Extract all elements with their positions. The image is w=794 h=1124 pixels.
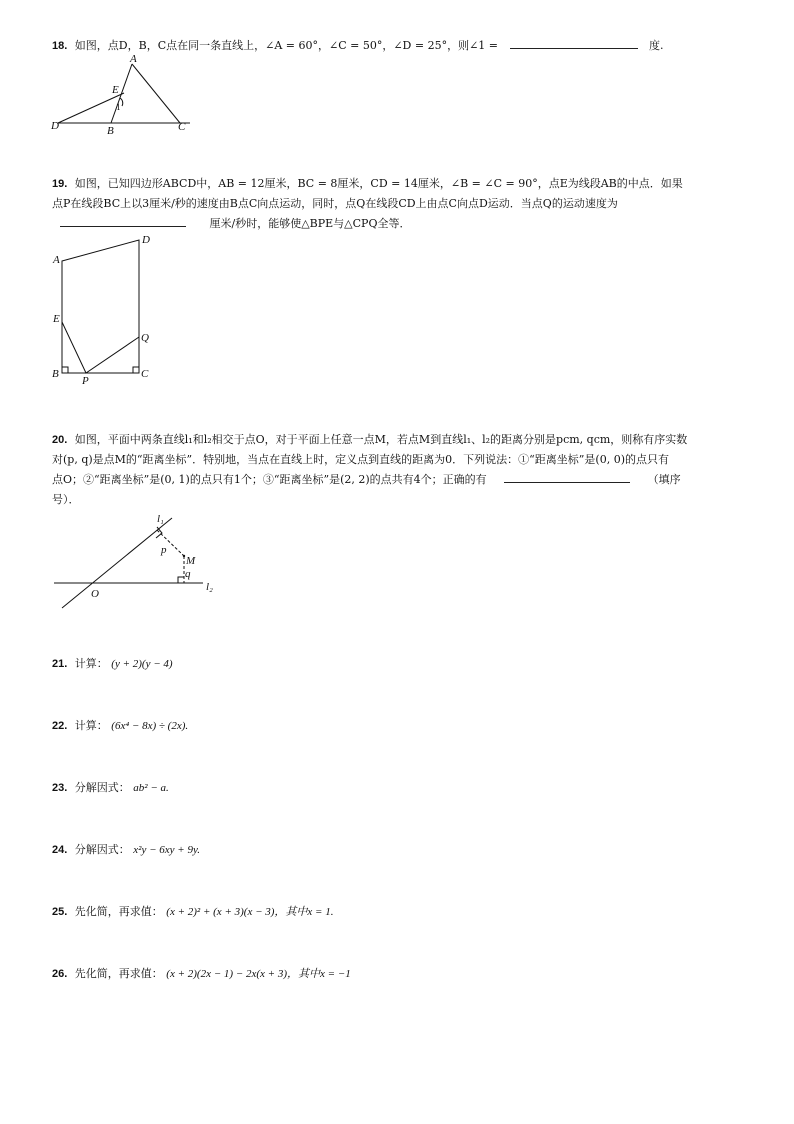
label-o: O [91,588,99,600]
label-d: D [51,120,59,132]
question-text-line4: 号）． [52,493,80,506]
right-angle-l2 [178,577,184,583]
question-text-line1: 如图，平面中两条直线l₁和l₂相交于点O，对于平面上任意一点M，若点M到直线l₁、l₂的距离分别是pcm, qcm，则称有序实数 [74,433,688,446]
figure-19-quadrilateral [48,230,163,389]
label-d: D [142,234,150,246]
question-text-line3: 厘米/秒时，能够使△BPE与△CPQ全等． [209,217,411,230]
label-b: B [107,125,114,137]
question-number: 22. [52,720,68,732]
label-l2: l₂ [206,581,213,593]
question-23 [52,778,169,798]
label-b: B [52,368,59,380]
question-24 [52,840,200,860]
label-p: P [82,375,89,385]
label-a: A [53,254,60,266]
question-20 [52,430,687,510]
question-prefix: 分解因式： [74,781,130,794]
right-angle-c [133,367,139,373]
answer-blank[interactable] [510,36,638,49]
question-text-line3: 点O；②“距离坐标”是(0, 1)的点只有1个；③“距离坐标”是(2, 2)的点共有4个；正确的有 [52,473,487,486]
question-prefix: 先化简，再求值： [74,905,163,918]
label-a: A [130,53,137,65]
label-c: C [178,121,186,133]
question-text-line3-tail: （填序 [647,473,681,486]
question-text-line1: 如图，已知四边形ABCD中，AB = 12厘米，BC = 8厘米，CD = 14厘米，∠B = ∠C = 90°，点E为线段AB的中点．如果 [74,177,683,190]
line-l1 [62,518,172,608]
question-expression: x²y − 6xy + 9y. [133,844,200,856]
question-number: 18. [52,40,68,52]
segments-e-p-q [62,322,139,373]
figure-18-triangle [50,52,200,141]
question-expression: (x + 2)² + (x + 3)(x − 3)，其中x = 1. [166,906,334,918]
label-q: q [185,568,191,580]
question-number: 24. [52,844,68,856]
question-prefix: 计算： [74,657,108,670]
question-number: 26. [52,968,68,980]
answer-blank[interactable] [504,470,630,483]
label-m: M [186,555,196,567]
question-expression: (y + 2)(y − 4) [111,658,173,670]
quadrilateral-abcd [62,240,139,373]
question-number: 21. [52,658,68,670]
side-ac [132,64,180,123]
question-text-line2: 点P在线段BC上以3厘米/秒的速度由B点C向点运动，同时，点Q在线段CD上由点C向点D运动．当点Q的运动速度为 [52,197,618,210]
label-e: E [112,84,119,96]
segment-de [58,93,124,123]
question-prefix: 先化简，再求值： [74,967,163,980]
question-number: 19. [52,178,68,190]
label-c: C [141,368,149,380]
question-text-line2: 对(p, q)是点M的“距离坐标”．特别地，当点在直线上时，定义点到直线的距离为0．下列说法：①“距离坐标”是(0, 0)的点只有 [52,453,669,466]
answer-blank[interactable] [60,214,186,227]
question-number: 23. [52,782,68,794]
right-angle-l1 [156,527,162,538]
question-25 [52,902,333,922]
question-prefix: 计算： [74,719,108,732]
label-l1: l₁ [157,513,164,525]
label-angle-1: 1 [116,102,121,112]
label-q: Q [141,332,149,344]
question-expression: ab² − a. [133,782,169,794]
question-text: 如图，点D，B，C点在同一条直线上，∠A = 60°，∠C = 50°，∠D = 25°，则∠1 = [74,39,498,52]
figure-20-lines [50,508,225,614]
question-number: 25. [52,906,68,918]
question-26 [52,964,351,984]
question-19 [52,174,683,234]
question-number: 20. [52,434,68,446]
label-p: p [161,544,167,556]
question-prefix: 分解因式： [74,843,130,856]
question-expression: (x + 2)(2x − 1) − 2x(x + 3)，其中x = −1 [166,968,351,980]
label-e: E [53,313,60,325]
unit-text: 度. [649,39,664,52]
question-expression: (6x⁴ − 8x) ÷ (2x). [111,720,189,732]
question-22 [52,716,188,736]
question-21 [52,654,173,674]
right-angle-b [62,367,68,373]
